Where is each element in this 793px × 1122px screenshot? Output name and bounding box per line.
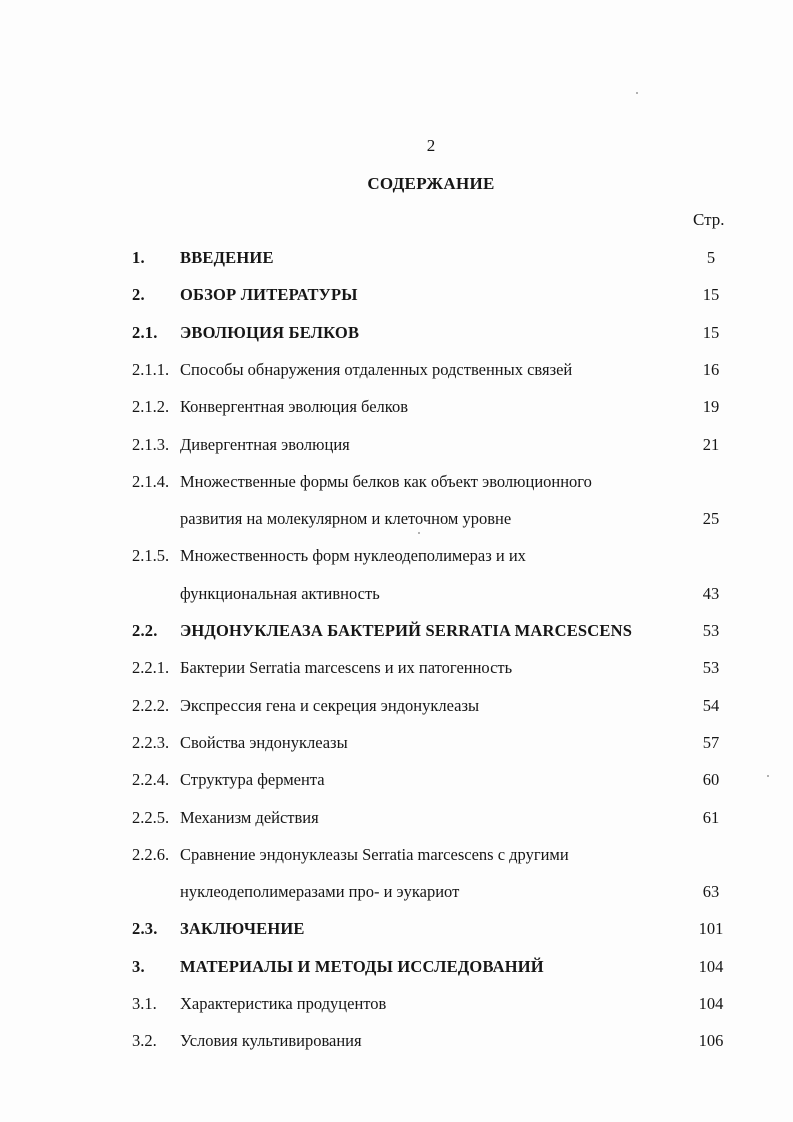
toc-entry-page: 104: [698, 957, 724, 976]
toc-entry-title: Множественные формы белков как объект эволюционного: [180, 472, 592, 491]
toc-entry-page: 43: [702, 584, 720, 603]
toc-entry-number: 2.2.2.: [132, 696, 170, 715]
toc-entry-number: 2.2.6.: [132, 845, 170, 864]
page-column-label: Стр.: [693, 210, 725, 229]
toc-entry-title: Экспрессия гена и секреция эндонуклеазы: [180, 696, 480, 715]
toc-entry-number: 2.2.3.: [132, 733, 170, 752]
toc-entry-title: ЭВОЛЮЦИЯ БЕЛКОВ: [180, 323, 360, 342]
toc-entry-page: 57: [702, 733, 720, 752]
toc-entry-title: ВВЕДЕНИЕ: [180, 248, 274, 267]
toc-entry-number: 2.1.4.: [132, 472, 170, 491]
toc-entry-page: 63: [702, 882, 720, 901]
toc-entry-number: 2.1.1.: [132, 360, 170, 379]
toc-entry-page: 16: [702, 360, 720, 379]
toc-entry-line: [0, 806, 793, 830]
toc-entry-title: Способы обнаружения отдаленных родственных связей: [180, 360, 573, 379]
toc-entry-number: 2.2.4.: [132, 770, 170, 789]
toc-entry-page: 106: [698, 1031, 724, 1050]
toc-entry-number: 2.1.5.: [132, 546, 170, 565]
toc-entry-title: Механизм действия: [180, 808, 319, 827]
toc-entry-line: [0, 955, 793, 979]
toc-entry-number: 2.: [132, 285, 145, 304]
toc-entry-title: Дивергентная эволюция: [180, 435, 350, 454]
toc-entry-page: 61: [702, 808, 720, 827]
toc-entry-line: [0, 395, 793, 419]
toc-entry-page: 101: [698, 919, 724, 938]
toc-entry-title: Бактерии Serratia marcescens и их патогенность: [180, 658, 513, 677]
toc-entry-number: 2.2.5.: [132, 808, 170, 827]
toc-entry-title: Конвергентная эволюция белков: [180, 397, 408, 416]
toc-entry-line: [0, 1029, 793, 1053]
toc-entry-title: МАТЕРИАЛЫ И МЕТОДЫ ИССЛЕДОВАНИЙ: [180, 957, 544, 976]
toc-entry-line: [0, 619, 793, 643]
toc-entry-title: Структура фермента: [180, 770, 325, 789]
toc-entry-line: [0, 656, 793, 680]
toc-entry-number: 2.1.: [132, 323, 158, 342]
toc-entry-line: [0, 731, 793, 755]
toc-entry-line: [0, 358, 793, 382]
toc-entry-line: [0, 507, 793, 531]
toc-entry-number: 3.: [132, 957, 145, 976]
toc-entry-line: [0, 582, 793, 606]
toc-entry-line: [0, 544, 793, 568]
toc-entry-line: [0, 321, 793, 345]
toc-entry-title: нуклеодеполимеразами про- и эукариот: [180, 882, 460, 901]
toc-entry-page: 60: [702, 770, 720, 789]
toc-entry-line: [0, 992, 793, 1016]
toc-entry-line: [0, 880, 793, 904]
toc-entry-title: Множественность форм нуклеодеполимераз и их: [180, 546, 526, 565]
toc-entry-title: Сравнение эндонуклеазы Serratia marcescens с другими: [180, 845, 569, 864]
toc-entry-page: 53: [702, 658, 720, 677]
scan-speck: [767, 775, 769, 777]
toc-entry-title: развития на молекулярном и клеточном уровне: [180, 509, 512, 528]
toc-entry-line: [0, 694, 793, 718]
toc-entry-number: 2.1.3.: [132, 435, 170, 454]
toc-entry-page: 21: [702, 435, 720, 454]
toc-entry-number: 3.1.: [132, 994, 157, 1013]
toc-entry-line: [0, 433, 793, 457]
toc-entry-page: 25: [702, 509, 720, 528]
toc-entry-page: 53: [702, 621, 720, 640]
toc-entry-line: [0, 843, 793, 867]
toc-entry-number: 2.3.: [132, 919, 158, 938]
toc-entry-title: Свойства эндонуклеазы: [180, 733, 348, 752]
toc-entry-title: Условия культивирования: [180, 1031, 362, 1050]
page-title: СОДЕРЖАНИЕ: [367, 174, 495, 193]
toc-entry-line: [0, 283, 793, 307]
toc-entry-number: 2.1.2.: [132, 397, 170, 416]
toc-entry-line: [0, 768, 793, 792]
toc-entry-line: [0, 470, 793, 494]
toc-entry-line: [0, 917, 793, 941]
toc-entry-title: ЭНДОНУКЛЕАЗА БАКТЕРИЙ SERRATIA MARCESCENS: [180, 621, 633, 640]
toc-entry-line: [0, 246, 793, 270]
scan-speck: [636, 92, 638, 94]
toc-entry-title: Характеристика продуцентов: [180, 994, 387, 1013]
toc-entry-title: функциональная активность: [180, 584, 380, 603]
page-number: 2: [426, 136, 436, 155]
toc-entry-title: ОБЗОР ЛИТЕРАТУРЫ: [180, 285, 358, 304]
toc-entry-page: 5: [706, 248, 716, 267]
toc-entry-number: 2.2.: [132, 621, 158, 640]
toc-entry-number: 2.2.1.: [132, 658, 170, 677]
toc-entry-page: 19: [702, 397, 720, 416]
toc-entry-title: ЗАКЛЮЧЕНИЕ: [180, 919, 305, 938]
toc-entry-page: 15: [702, 323, 720, 342]
scan-speck: [418, 532, 420, 534]
toc-entry-number: 3.2.: [132, 1031, 157, 1050]
toc-entry-number: 1.: [132, 248, 145, 267]
toc-entry-page: 15: [702, 285, 720, 304]
toc-entry-page: 54: [702, 696, 720, 715]
toc-entry-page: 104: [698, 994, 724, 1013]
